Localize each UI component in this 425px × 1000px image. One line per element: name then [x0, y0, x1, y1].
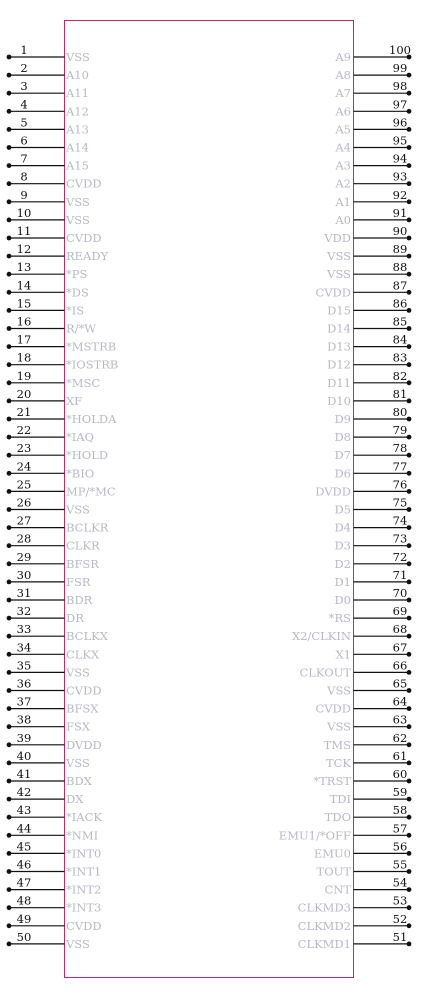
pin-number: 31	[16, 586, 32, 600]
pin-name: A3	[335, 158, 351, 173]
pin-number: 82	[392, 368, 408, 383]
pin-number: 42	[16, 785, 32, 800]
pin-4	[7, 97, 89, 118]
pin-number: 10	[16, 205, 32, 220]
pin-number: 19	[16, 368, 32, 383]
pin-number: 53	[392, 893, 408, 908]
pin-number: 38	[16, 712, 32, 727]
pin-endpoint-dot	[7, 145, 12, 150]
pin-name: D3	[334, 538, 351, 553]
pin-number: 17	[16, 332, 32, 347]
pin-number: 46	[16, 857, 32, 872]
pin-number: 1	[20, 43, 28, 57]
pin-number: 34	[16, 640, 32, 655]
pin-endpoint-dot	[7, 163, 12, 168]
pin-endpoint-dot	[7, 543, 12, 548]
pin-number: 20	[16, 386, 32, 401]
pin-number: 48	[16, 893, 32, 908]
pin-name: EMU0	[313, 846, 351, 861]
pin-name: BFSR	[66, 556, 99, 571]
pin-number: 54	[392, 875, 408, 890]
pin-number: 76	[392, 477, 408, 492]
pin-number: 15	[16, 296, 32, 311]
pin-number: 92	[392, 187, 408, 202]
pin-endpoint-dot	[7, 761, 12, 766]
pin-endpoint-dot	[7, 561, 12, 566]
pin-name: A1	[335, 194, 351, 209]
pin-number: 52	[392, 911, 408, 926]
pin-number: 79	[392, 423, 408, 438]
pin-number: 6	[20, 133, 28, 148]
left-pin-group	[7, 43, 119, 951]
pin-number: 99	[392, 61, 408, 76]
pin-number: 72	[392, 549, 408, 564]
pin-number: 18	[16, 350, 32, 365]
pin-number: 40	[16, 748, 32, 763]
pin-name: *BIO	[66, 466, 95, 481]
pin-number: 23	[16, 441, 32, 456]
pin-name: D2	[334, 556, 351, 571]
pin-endpoint-dot	[7, 706, 12, 711]
pin-number: 69	[392, 604, 408, 619]
pin-number: 29	[16, 549, 32, 564]
pin-name: *HOLDA	[66, 412, 117, 426]
pin-name: CLKMD2	[297, 918, 351, 933]
pin-name: D5	[334, 502, 351, 517]
pin-endpoint-dot	[7, 181, 12, 186]
pin-name: *IOSTRB	[66, 357, 119, 372]
pin-name: MP/*MC	[66, 484, 116, 499]
pin-name: CLKX	[66, 647, 100, 662]
pin-number: 21	[16, 405, 32, 419]
pin-1	[7, 43, 90, 64]
pin-number: 60	[392, 767, 408, 781]
pin-number: 4	[20, 97, 28, 112]
pin-name: DR	[66, 611, 84, 626]
pin-name: CVDD	[66, 231, 102, 245]
pin-name: A2	[335, 176, 351, 191]
pin-name: CVDD	[315, 701, 351, 716]
pin-51	[298, 930, 412, 951]
pin-name: D14	[327, 321, 351, 336]
pin-name: *PS	[66, 267, 88, 282]
pin-name: *MSTRB	[66, 339, 117, 354]
pin-number: 80	[392, 405, 408, 419]
pin-name: TOUT	[316, 864, 351, 879]
pin-number: 81	[392, 386, 408, 401]
pin-number: 51	[392, 929, 408, 944]
pin-number: 11	[16, 224, 32, 238]
pin-endpoint-dot	[7, 326, 12, 331]
pin-endpoint-dot	[7, 779, 12, 784]
pin-name: VSS	[66, 50, 90, 64]
pin-number: 24	[16, 459, 32, 474]
pin-number: 73	[392, 531, 408, 546]
pin-name: CVDD	[315, 285, 351, 300]
pin-endpoint-dot	[7, 634, 12, 639]
pin-endpoint-dot	[7, 471, 12, 476]
pin-number: 74	[392, 513, 408, 528]
pin-name: DX	[66, 792, 84, 807]
pin-name: CVDD	[66, 683, 102, 698]
pin-endpoint-dot	[7, 55, 12, 60]
pin-name: A0	[335, 212, 351, 227]
pin-name: *INT1	[66, 864, 102, 879]
pin-number: 68	[392, 622, 408, 637]
pin-endpoint-dot	[7, 833, 12, 838]
pin-number: 58	[392, 803, 408, 818]
pin-number: 63	[392, 712, 408, 727]
pin-number: 67	[392, 640, 408, 655]
pin-7	[7, 152, 89, 173]
pin-name: *IS	[66, 303, 85, 318]
pin-number: 30	[16, 567, 32, 582]
pin-name: VDD	[324, 231, 351, 245]
pin-number: 8	[20, 169, 28, 184]
pin-number: 49	[16, 911, 32, 926]
pin-name: TCK	[325, 755, 351, 770]
pin-number: 95	[392, 133, 408, 148]
pin-number: 26	[16, 495, 32, 510]
pin-name: D7	[334, 448, 351, 463]
pin-name: VSS	[66, 665, 90, 680]
pin-number: 88	[392, 260, 408, 275]
pin-name: CLKMD3	[297, 900, 351, 915]
pin-endpoint-dot	[7, 380, 12, 385]
pin-name: READY	[66, 249, 109, 264]
pin-endpoint-dot	[7, 652, 12, 657]
pin-number: 85	[392, 314, 408, 329]
pin-endpoint-dot	[7, 580, 12, 585]
pin-number: 22	[16, 423, 32, 438]
pin-name: BFSX	[66, 701, 99, 716]
pin-name: A8	[335, 68, 351, 83]
pin-number: 36	[16, 676, 32, 691]
pin-number: 39	[16, 730, 32, 745]
pin-number: 100	[389, 43, 411, 57]
pin-endpoint-dot	[7, 851, 12, 856]
pin-number: 13	[16, 260, 32, 275]
pin-name: R/*W	[66, 321, 97, 336]
pin-endpoint-dot	[7, 73, 12, 78]
pin-number: 77	[392, 459, 408, 474]
pin-name: *IAQ	[66, 430, 95, 445]
pin-number: 65	[392, 676, 408, 691]
pin-name: *RS	[328, 611, 351, 626]
pin-endpoint-dot	[7, 923, 12, 928]
pin-name: VSS	[66, 194, 90, 209]
pin-name: *MSC	[66, 375, 101, 390]
pin-2	[7, 61, 89, 82]
pin-name: A13	[66, 122, 89, 137]
pin-name: CLKR	[66, 538, 100, 553]
pin-number: 64	[392, 694, 408, 709]
pin-name: *INT3	[66, 900, 102, 915]
pin-name: A9	[335, 50, 351, 64]
pin-name: D15	[327, 303, 351, 318]
pin-name: VSS	[327, 719, 351, 734]
pin-50	[7, 930, 90, 951]
pin-name: A15	[66, 158, 89, 173]
pin-endpoint-dot	[7, 598, 12, 603]
pin-number: 14	[16, 278, 32, 293]
pin-number: 7	[20, 151, 28, 166]
pin-name: A4	[335, 140, 351, 155]
pin-name: BDX	[66, 774, 92, 788]
pin-name: TDI	[329, 792, 351, 807]
pin-endpoint-dot	[7, 887, 12, 892]
pin-name: TDO	[324, 810, 351, 825]
pin-number: 16	[16, 314, 32, 329]
pin-name: VSS	[66, 212, 90, 227]
pin-name: VSS	[327, 267, 351, 282]
pin-number: 98	[392, 79, 408, 94]
pin-endpoint-dot	[7, 254, 12, 259]
pin-number: 86	[392, 296, 408, 311]
pin-name: CNT	[324, 882, 351, 897]
pin-endpoint-dot	[7, 218, 12, 223]
pin-name: *TRST	[313, 774, 351, 788]
pin-name: VSS	[327, 249, 351, 264]
pin-number: 75	[392, 495, 408, 510]
pin-number: 78	[392, 441, 408, 456]
right-pin-group	[279, 43, 412, 951]
pin-name: VSS	[66, 936, 90, 951]
pin-name: D9	[334, 412, 351, 426]
pin-endpoint-dot	[7, 724, 12, 729]
pin-name: D0	[334, 593, 351, 607]
pin-name: *INT0	[66, 846, 102, 861]
pin-endpoint-dot	[7, 362, 12, 367]
pin-number: 2	[20, 61, 28, 76]
pin-name: D1	[334, 574, 351, 589]
pin-endpoint-dot	[7, 670, 12, 675]
pin-name: *IACK	[66, 810, 102, 825]
pin-endpoint-dot	[7, 344, 12, 349]
pin-number: 28	[16, 531, 32, 546]
pin-number: 89	[392, 242, 408, 257]
pin-endpoint-dot	[7, 91, 12, 96]
pin-number: 71	[392, 567, 408, 582]
pin-name: X2/CLKIN	[291, 629, 351, 644]
pin-endpoint-dot	[7, 797, 12, 802]
pin-name: EMU1/*OFF	[278, 828, 351, 843]
pin-name: FSX	[66, 719, 91, 734]
pin-name: CVDD	[66, 918, 102, 933]
pin-number: 41	[16, 767, 32, 781]
pin-name: CLKMD1	[297, 936, 351, 951]
pin-number: 83	[392, 350, 408, 365]
pin-number: 12	[16, 242, 32, 257]
pin-endpoint-dot	[7, 489, 12, 494]
pin-endpoint-dot	[7, 236, 12, 241]
pin-number: 37	[16, 694, 32, 709]
pin-name: D12	[327, 357, 351, 372]
pin-number: 25	[16, 477, 32, 492]
pin-name: A11	[66, 86, 89, 101]
pin-number: 32	[16, 604, 32, 619]
pin-name: D10	[327, 393, 351, 408]
pin-name: A5	[335, 122, 351, 137]
pin-number: 57	[392, 821, 408, 836]
pin-endpoint-dot	[7, 399, 12, 404]
pin-name: *DS	[66, 285, 89, 300]
pin-number: 62	[392, 730, 408, 745]
pin-number: 70	[392, 586, 408, 600]
pin-number: 93	[392, 169, 408, 184]
pin-number: 27	[16, 513, 32, 528]
pin-name: BCLKX	[66, 629, 108, 644]
pin-number: 91	[392, 205, 408, 220]
pin-name: TMS	[323, 737, 351, 752]
pin-endpoint-dot	[7, 417, 12, 422]
pin-endpoint-dot	[7, 905, 12, 910]
pin-name: *INT2	[66, 882, 102, 897]
pin-name: CVDD	[66, 176, 102, 191]
pin-name: D11	[327, 375, 351, 390]
pin-3	[7, 79, 89, 100]
pin-name: BDR	[66, 593, 93, 607]
pin-number: 90	[392, 224, 408, 238]
pin-endpoint-dot	[7, 453, 12, 458]
pin-number: 3	[20, 79, 28, 94]
pin-name: A10	[66, 68, 89, 83]
pin-number: 5	[20, 115, 28, 130]
pin-endpoint-dot	[7, 525, 12, 530]
pin-name: *NMI	[66, 828, 99, 843]
pin-name: A6	[335, 104, 351, 119]
pin-number: 50	[16, 929, 32, 944]
pin-name: A7	[335, 86, 351, 101]
pin-name: BCLKR	[66, 520, 109, 535]
pin-name: VSS	[66, 502, 90, 517]
pin-5	[7, 115, 89, 136]
pin-number: 87	[392, 278, 408, 293]
pin-name: A12	[66, 104, 89, 119]
pin-name: VSS	[66, 755, 90, 770]
pin-name: DVDD	[315, 484, 351, 499]
pin-number: 94	[392, 151, 408, 166]
pin-endpoint-dot	[7, 869, 12, 874]
pin-name: VSS	[327, 683, 351, 698]
pin-name: *HOLD	[66, 448, 109, 463]
pin-endpoint-dot	[7, 435, 12, 440]
pin-endpoint-dot	[7, 127, 12, 132]
pin-endpoint-dot	[7, 616, 12, 621]
pin-name: D13	[327, 339, 351, 354]
pin-name: X1	[335, 647, 351, 662]
pin-name: D6	[334, 466, 351, 481]
pin-endpoint-dot	[7, 815, 12, 820]
pin-number: 97	[392, 97, 408, 112]
pin-endpoint-dot	[7, 507, 12, 512]
pin-number: 59	[392, 785, 408, 800]
pin-6	[7, 134, 89, 155]
pin-number: 45	[16, 839, 32, 854]
pin-number: 47	[16, 875, 32, 890]
pin-name: D4	[334, 520, 351, 535]
pin-name: XF	[66, 393, 83, 408]
pin-number: 44	[16, 821, 32, 836]
pin-endpoint-dot	[7, 942, 12, 947]
pin-57	[279, 821, 412, 842]
pin-endpoint-dot	[7, 742, 12, 747]
pin-endpoint-dot	[7, 308, 12, 313]
pin-number: 33	[16, 622, 32, 637]
pin-endpoint-dot	[7, 272, 12, 277]
pin-number: 66	[392, 658, 408, 673]
pin-number: 56	[392, 839, 408, 854]
pin-endpoint-dot	[7, 688, 12, 693]
pin-name: CLKOUT	[299, 665, 351, 680]
pin-number: 43	[16, 803, 32, 818]
pin-number: 84	[392, 332, 408, 347]
pin-endpoint-dot	[7, 290, 12, 295]
pin-number: 35	[16, 658, 32, 673]
pin-endpoint-dot	[7, 109, 12, 114]
pin-endpoint-dot	[7, 199, 12, 204]
pin-number: 96	[392, 115, 408, 130]
pin-name: A14	[66, 140, 89, 155]
pin-name: D8	[334, 430, 351, 445]
pin-number: 9	[20, 187, 28, 202]
pin-name: FSR	[66, 574, 91, 589]
pin-number: 61	[392, 748, 408, 763]
pin-number: 55	[392, 857, 408, 872]
pin-name: DVDD	[66, 737, 102, 752]
